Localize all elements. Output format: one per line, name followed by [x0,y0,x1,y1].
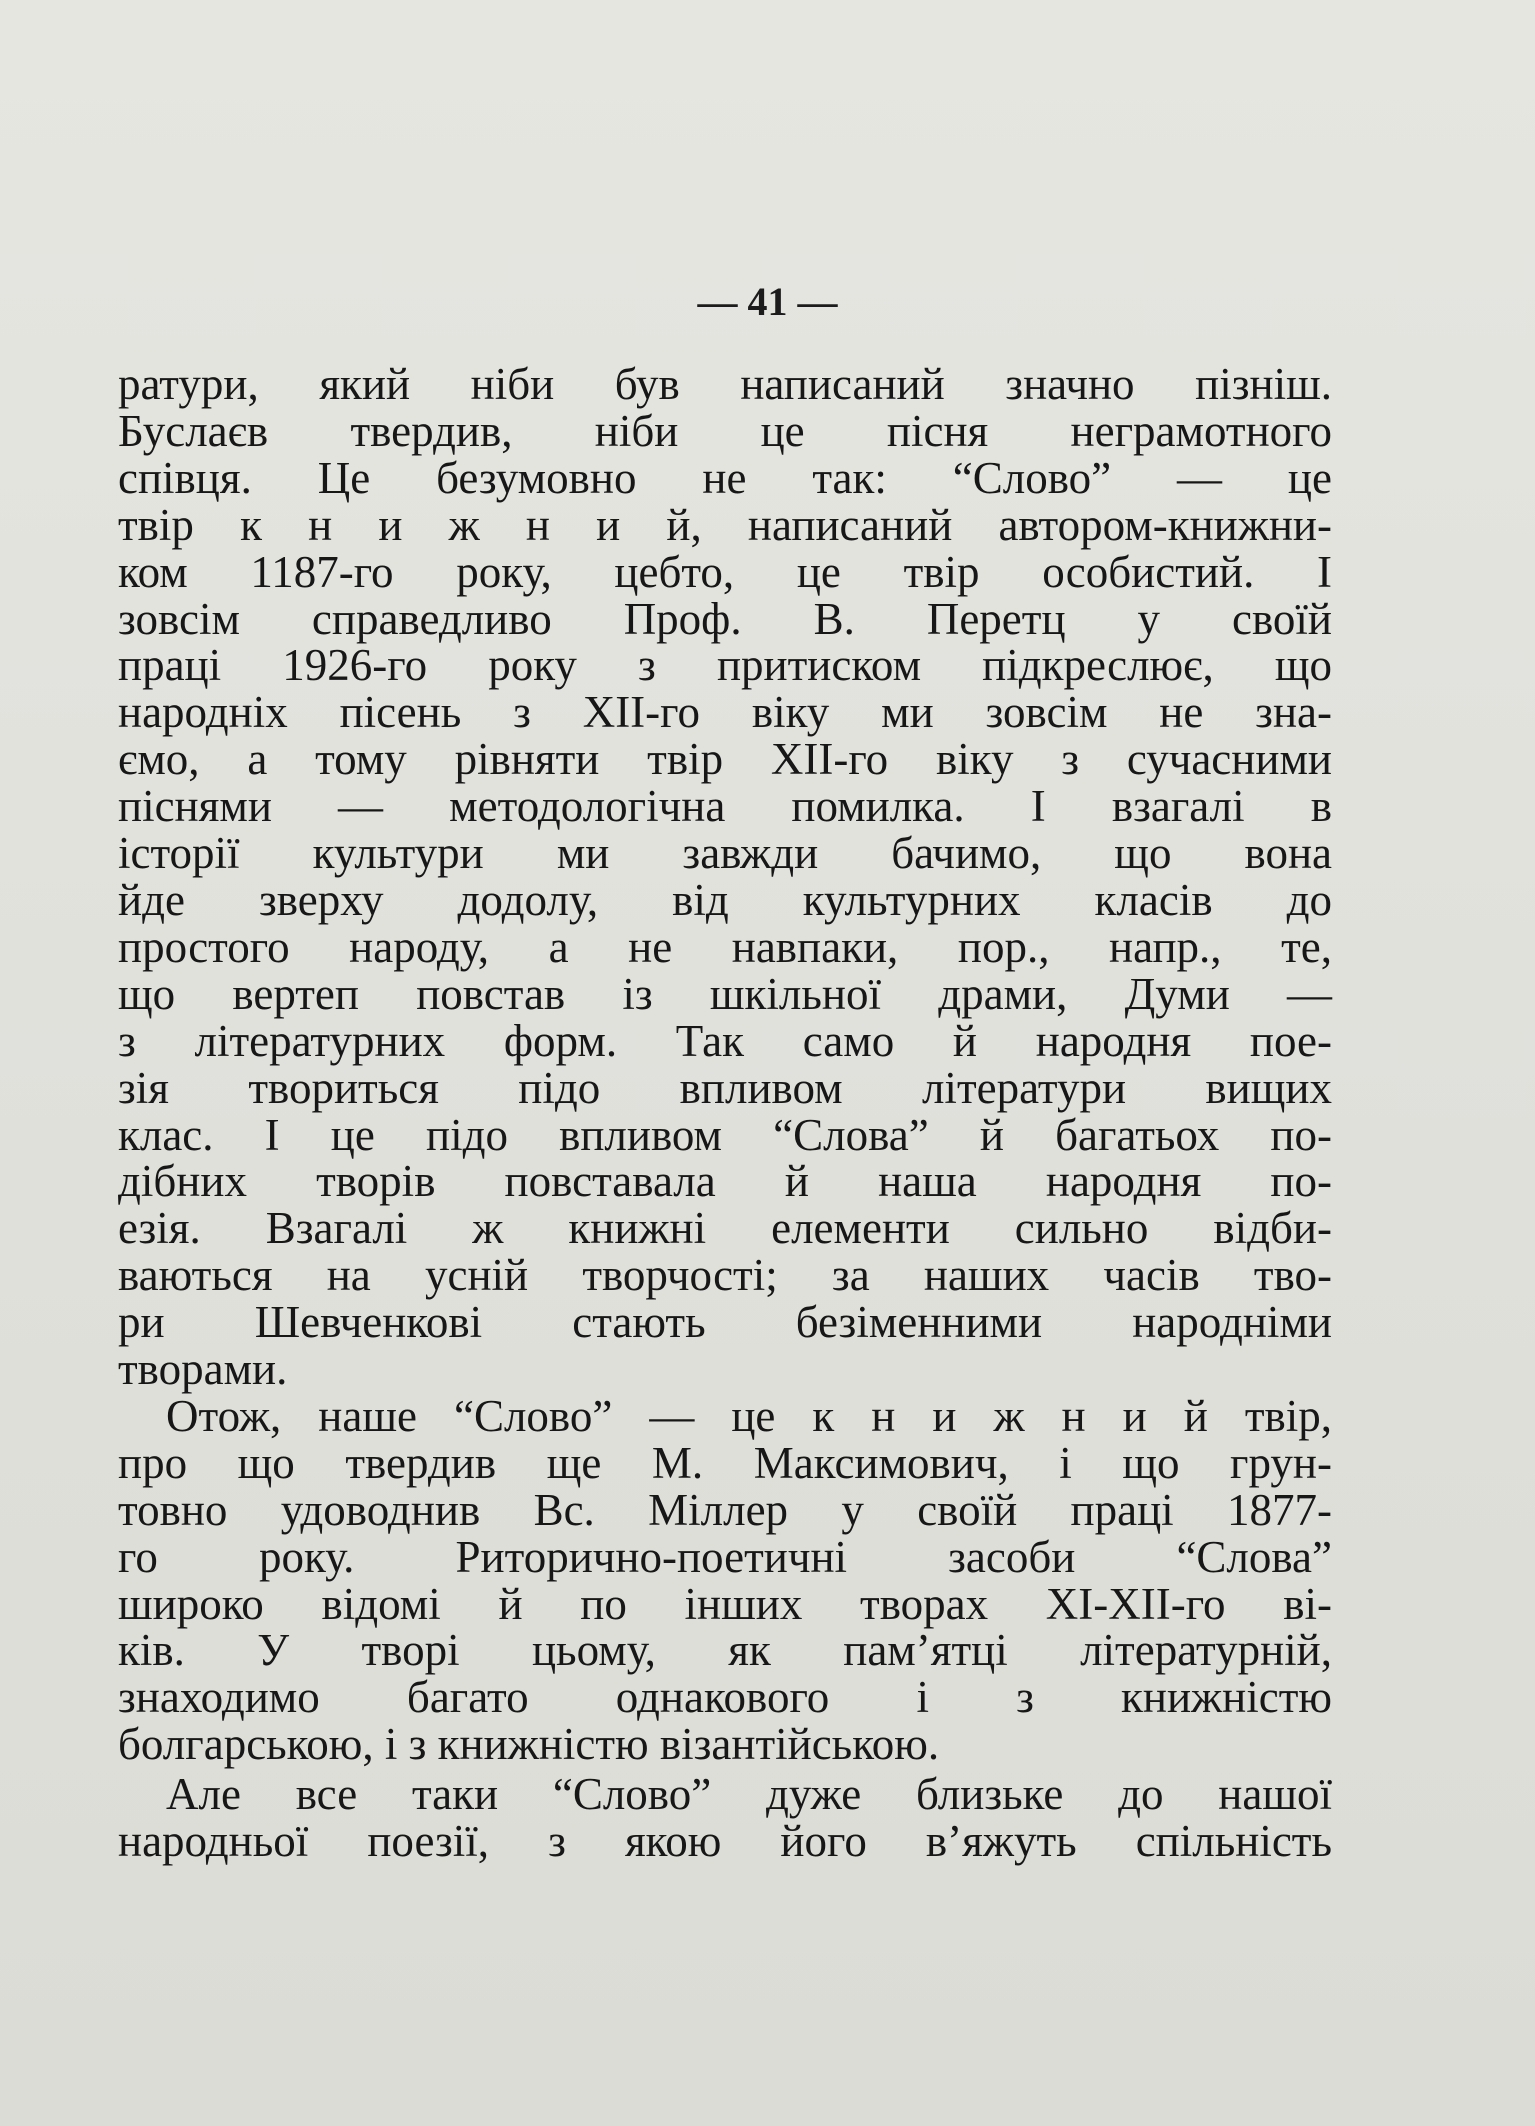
text-line: Буслаєв твердив, ніби це пісня неграмотного [118,405,1332,456]
text-line: клас. І це підо впливом “Слова” й багатьох по- [118,1109,1332,1160]
paragraph-2 [118,1390,1332,1770]
text-line: зія твориться підо впливом літератури вищих [118,1062,1332,1113]
text-line: товно удоводнив Вс. Міллер у своїй праці 1877- [118,1484,1332,1535]
text-line: Отож, наше “Слово” — це к н и ж н и й твір, [166,1390,1332,1441]
text-line: йде зверху додолу, від культурних класів до [118,874,1332,925]
text-line: ком 1187-го року, цебто, це твір особистий. І [118,546,1332,597]
body-text [118,361,1332,1865]
paragraph-1 [118,361,1332,1393]
text-line: зовсім справедливо Проф. В. Перетц у своїй [118,593,1332,644]
text-line: знаходимо багато однакового і з книжністю [118,1672,1332,1723]
text-line: ємо, а тому рівняти твір ХІІ-го віку з сучасними [118,734,1332,785]
text-line: болгарською, і з книжністю візантійською. [118,1719,940,1770]
paragraph-3 [118,1771,1332,1865]
text-line: дібних творів повставала й наша народня по- [118,1156,1332,1207]
text-line: співця. Це безумовно не так: “Слово” — це [118,452,1332,503]
text-line: з літературних форм. Так само й народня пое- [118,1015,1332,1066]
text-line: що вертеп повстав із шкільної драми, Думи — [118,968,1332,1019]
text-line: про що твердив ще М. Максимович, і що грун- [118,1437,1332,1488]
page-number: — 41 — [697,279,838,324]
text-line: народніх пісень з ХІІ-го віку ми зовсім не зна- [118,687,1332,738]
text-line: праці 1926-го року з притиском підкреслює, що [118,640,1332,691]
text-line: го року. Риторично-поетичні засоби “Слова” [118,1531,1332,1582]
text-line: ратури, який ніби був написаний значно пізніш. [118,359,1332,409]
text-line: ваються на усній творчості; за наших часів тво- [118,1250,1332,1301]
text-line: ри Шевченкові стають безіменними народніми [118,1297,1332,1348]
text-line: ків. У творі цьому, як пам’ятці літературній, [118,1625,1332,1676]
text-line: історії культури ми завжди бачимо, що вона [118,828,1332,879]
text-line: Але все таки “Слово” дуже близьке до нашої [166,1769,1332,1820]
text-line: народньої поезії, з якою його в’яжуть спільність [118,1816,1332,1867]
text-line: простого народу, а не навпаки, пор., напр., те, [118,921,1332,972]
text-line: творами. [118,1344,288,1395]
text-line: твір к н и ж н и й, написаний автором-книжни- [118,499,1332,550]
text-line: широко відомі й по інших творах ХІ-ХІІ-го ві- [118,1578,1332,1629]
text-line: езія. Взагалі ж книжні елементи сильно відби- [118,1203,1332,1254]
text-line: піснями — методологічна помилка. І взагалі в [118,781,1332,832]
